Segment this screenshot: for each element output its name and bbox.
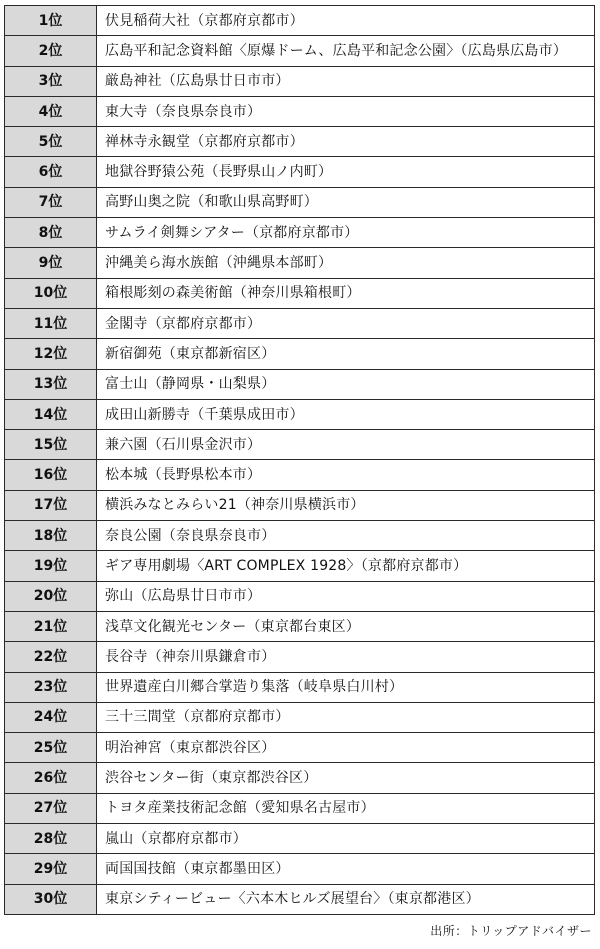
place-cell: 東京シティービュー〈六本木ヒルズ展望台〉（東京都港区） <box>97 884 595 914</box>
place-cell: 金閣寺（京都府京都市） <box>97 308 595 338</box>
table-row <box>5 96 595 126</box>
table-row <box>5 884 595 914</box>
place-cell: 箱根彫刻の森美術館（神奈川県箱根町） <box>97 278 595 308</box>
rank-cell: 9位 <box>5 248 97 278</box>
rank-cell: 23位 <box>5 672 97 702</box>
table-row <box>5 308 595 338</box>
place-cell: 渋谷センター街（東京都渋谷区） <box>97 763 595 793</box>
place-cell: 東大寺（奈良県奈良市） <box>97 96 595 126</box>
rank-cell: 19位 <box>5 551 97 581</box>
rank-cell: 16位 <box>5 460 97 490</box>
table-row <box>5 218 595 248</box>
place-cell: サムライ剣舞シアター（京都府京都市） <box>97 218 595 248</box>
rank-cell: 8位 <box>5 218 97 248</box>
rank-cell: 6位 <box>5 157 97 187</box>
rank-cell: 2位 <box>5 36 97 66</box>
place-cell: 浅草文化観光センター（東京都台東区） <box>97 611 595 641</box>
table-row <box>5 36 595 66</box>
table-row <box>5 278 595 308</box>
rank-cell: 4位 <box>5 96 97 126</box>
rank-cell: 22位 <box>5 642 97 672</box>
table-row <box>5 66 595 96</box>
table-row <box>5 581 595 611</box>
rank-cell: 26位 <box>5 763 97 793</box>
place-cell: 厳島神社（広島県廿日市市） <box>97 66 595 96</box>
place-cell: 伏見稲荷大社（京都府京都市） <box>97 6 595 36</box>
table-row <box>5 854 595 884</box>
rank-cell: 12位 <box>5 339 97 369</box>
rank-cell: 25位 <box>5 733 97 763</box>
place-cell: 長谷寺（神奈川県鎌倉市） <box>97 642 595 672</box>
rank-cell: 29位 <box>5 854 97 884</box>
table-row <box>5 672 595 702</box>
table-row <box>5 611 595 641</box>
place-cell: 松本城（長野県松本市） <box>97 460 595 490</box>
table-row <box>5 763 595 793</box>
table-row <box>5 793 595 823</box>
place-cell: 広島平和記念資料館〈原爆ドーム、広島平和記念公園〉（広島県広島市） <box>97 36 595 66</box>
table-row <box>5 702 595 732</box>
table-row <box>5 399 595 429</box>
ranking-table <box>4 5 595 915</box>
rank-cell: 28位 <box>5 824 97 854</box>
place-cell: 弥山（広島県廿日市市） <box>97 581 595 611</box>
table-row <box>5 157 595 187</box>
table-row <box>5 187 595 217</box>
place-cell: ギア専用劇場〈ART COMPLEX 1928〉（京都府京都市） <box>97 551 595 581</box>
rank-cell: 24位 <box>5 702 97 732</box>
place-cell: 高野山奥之院（和歌山県高野町） <box>97 187 595 217</box>
rank-cell: 10位 <box>5 278 97 308</box>
ranking-table-body <box>5 6 595 915</box>
rank-cell: 7位 <box>5 187 97 217</box>
table-row <box>5 551 595 581</box>
place-cell: 禅林寺永観堂（京都府京都市） <box>97 127 595 157</box>
rank-cell: 21位 <box>5 611 97 641</box>
table-row <box>5 339 595 369</box>
place-cell: 成田山新勝寺（千葉県成田市） <box>97 399 595 429</box>
rank-cell: 14位 <box>5 399 97 429</box>
table-row <box>5 369 595 399</box>
place-cell: 三十三間堂（京都府京都市） <box>97 702 595 732</box>
table-row <box>5 127 595 157</box>
rank-cell: 30位 <box>5 884 97 914</box>
place-cell: 富士山（静岡県・山梨県） <box>97 369 595 399</box>
rank-cell: 11位 <box>5 308 97 338</box>
rank-cell: 3位 <box>5 66 97 96</box>
rank-cell: 17位 <box>5 490 97 520</box>
place-cell: 奈良公園（奈良県奈良市） <box>97 521 595 551</box>
place-cell: 明治神宮（東京都渋谷区） <box>97 733 595 763</box>
table-row <box>5 6 595 36</box>
table-row <box>5 248 595 278</box>
rank-cell: 1位 <box>5 6 97 36</box>
table-row <box>5 430 595 460</box>
table-row <box>5 824 595 854</box>
place-cell: 沖縄美ら海水族館（沖縄県本部町） <box>97 248 595 278</box>
place-cell: 兼六園（石川県金沢市） <box>97 430 595 460</box>
rank-cell: 15位 <box>5 430 97 460</box>
rank-cell: 5位 <box>5 127 97 157</box>
rank-cell: 20位 <box>5 581 97 611</box>
rank-cell: 13位 <box>5 369 97 399</box>
rank-cell: 27位 <box>5 793 97 823</box>
place-cell: 嵐山（京都府京都市） <box>97 824 595 854</box>
table-row <box>5 490 595 520</box>
place-cell: トヨタ産業技術記念館（愛知県名古屋市） <box>97 793 595 823</box>
place-cell: 世界遺産白川郷合掌造り集落（岐阜県白川村） <box>97 672 595 702</box>
place-cell: 新宿御苑（東京都新宿区） <box>97 339 595 369</box>
source-credit: 出所：トリップアドバイザー <box>430 924 592 938</box>
rank-cell: 18位 <box>5 521 97 551</box>
place-cell: 地獄谷野猿公苑（長野県山ノ内町） <box>97 157 595 187</box>
table-row <box>5 521 595 551</box>
place-cell: 横浜みなとみらい21（神奈川県横浜市） <box>97 490 595 520</box>
place-cell: 両国国技館（東京都墨田区） <box>97 854 595 884</box>
table-row <box>5 642 595 672</box>
table-row <box>5 460 595 490</box>
table-row <box>5 733 595 763</box>
